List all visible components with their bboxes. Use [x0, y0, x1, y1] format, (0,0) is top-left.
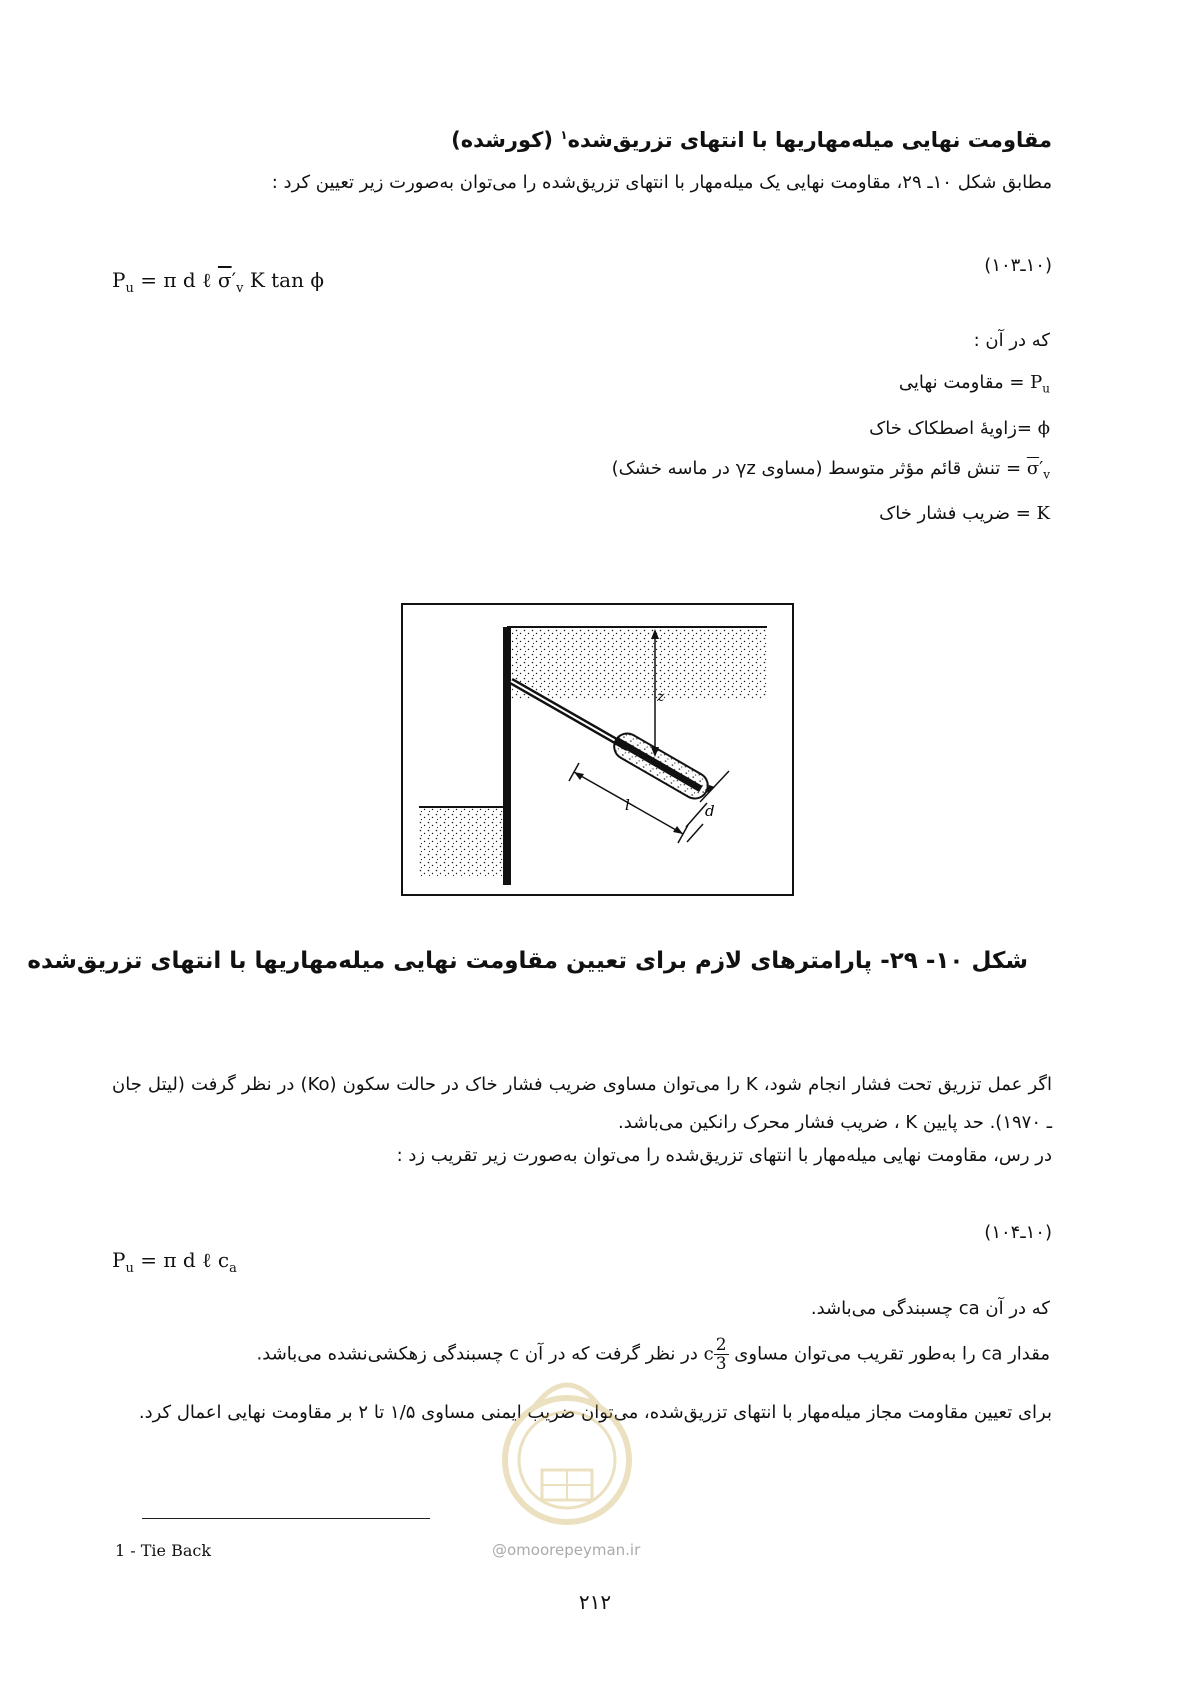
paragraph-3: برای تعیین مقاومت مجاز میله‌مهار با انتهای تزریق‌شده، می‌توان ضریب ایمنی مساوی ۱/۵ تا ۲ بر مقاومت نهایی اعمال کرد. [138, 1402, 1052, 1423]
upper-soil [507, 627, 767, 699]
where-intro: که در آن : [973, 330, 1050, 351]
ca-definition: که در آن ca چسبندگی می‌باشد. [810, 1298, 1050, 1319]
figure-caption: شکل ۱۰- ۲۹- پارامترهای لازم برای تعیین مقاومت نهایی میله‌مهاریها با انتهای تزریق‌شده [27, 948, 1028, 974]
paragraph-2: در رس، مقاومت نهایی میله‌مهار با انتهای تزریق‌شده را می‌توان به‌صورت زیر تقریب زد : [396, 1145, 1052, 1166]
watermark-text: @omoorepeyman.ir [492, 1541, 641, 1559]
definition-sigma: $\sigma'_v$ = تنش قائم مؤثر متوسط (مساوی γz در ماسه خشک) [611, 457, 1050, 482]
d-label: d [705, 802, 715, 820]
tieback-figure [401, 603, 794, 896]
footnote: 1 - Tie Back [115, 1541, 212, 1560]
retaining-wall [503, 627, 511, 885]
lower-soil [419, 807, 503, 877]
equation-1-number: (۱۰ـ۱۰۳) [984, 255, 1052, 276]
page-number: ۲۱۲ [578, 1590, 612, 1614]
definitions-list [612, 363, 1050, 534]
definition-k: K = ضریب فشار خاک [879, 503, 1050, 525]
l-label: l [625, 796, 630, 814]
equation-1: $P_u = \pi$ d ℓ $\overline{\sigma}'_v$ K tan ϕ [112, 268, 324, 296]
section-heading: مقاومت نهایی میله‌مهاریها با انتهای تزریق‌شده$^۱$ (کورشده) [451, 128, 1052, 152]
intro-text: مطابق شکل ۱۰ـ ۲۹، مقاومت نهایی یک میله‌مهار با انتهای تزریق‌شده را می‌توان به‌صورت زیر تعیین کرد : [271, 172, 1052, 193]
equation-2-number: (۱۰ـ۱۰۴) [984, 1222, 1052, 1243]
ca-value-line: مقدار ca را به‌طور تقریب می‌توان مساوی $\frac{2}{3}$ c در نظر گرفت که در آن c چسبندگی زهکشی‌نشده می‌باشد. [256, 1335, 1050, 1374]
paragraph-1: اگر عمل تزریق تحت فشار انجام شود، K را می‌توان مساوی ضریب فشار خاک در حالت سکون (Ko) در نظر گرفت (لیتل جان ـ ۱۹۷۰). حد پایین K ، ضریب فشار محرک رانکین می‌باشد. [112, 1074, 1052, 1133]
publisher-seal [492, 1350, 642, 1530]
z-label: z [657, 689, 665, 705]
definition-pu: $P_u$ = مقاومت نهایی [898, 372, 1050, 396]
footnote-divider [142, 1518, 430, 1519]
equation-2: $P_u = \pi$ d ℓ $c_a$ [112, 1248, 237, 1276]
tieback-diagram [403, 605, 792, 894]
grouted-anchor [609, 729, 712, 804]
definition-phi: ϕ =زاویهٔ اصطکاک خاک [869, 417, 1050, 439]
fraction-two-thirds: $\frac{2}{3}$ [715, 1335, 727, 1374]
